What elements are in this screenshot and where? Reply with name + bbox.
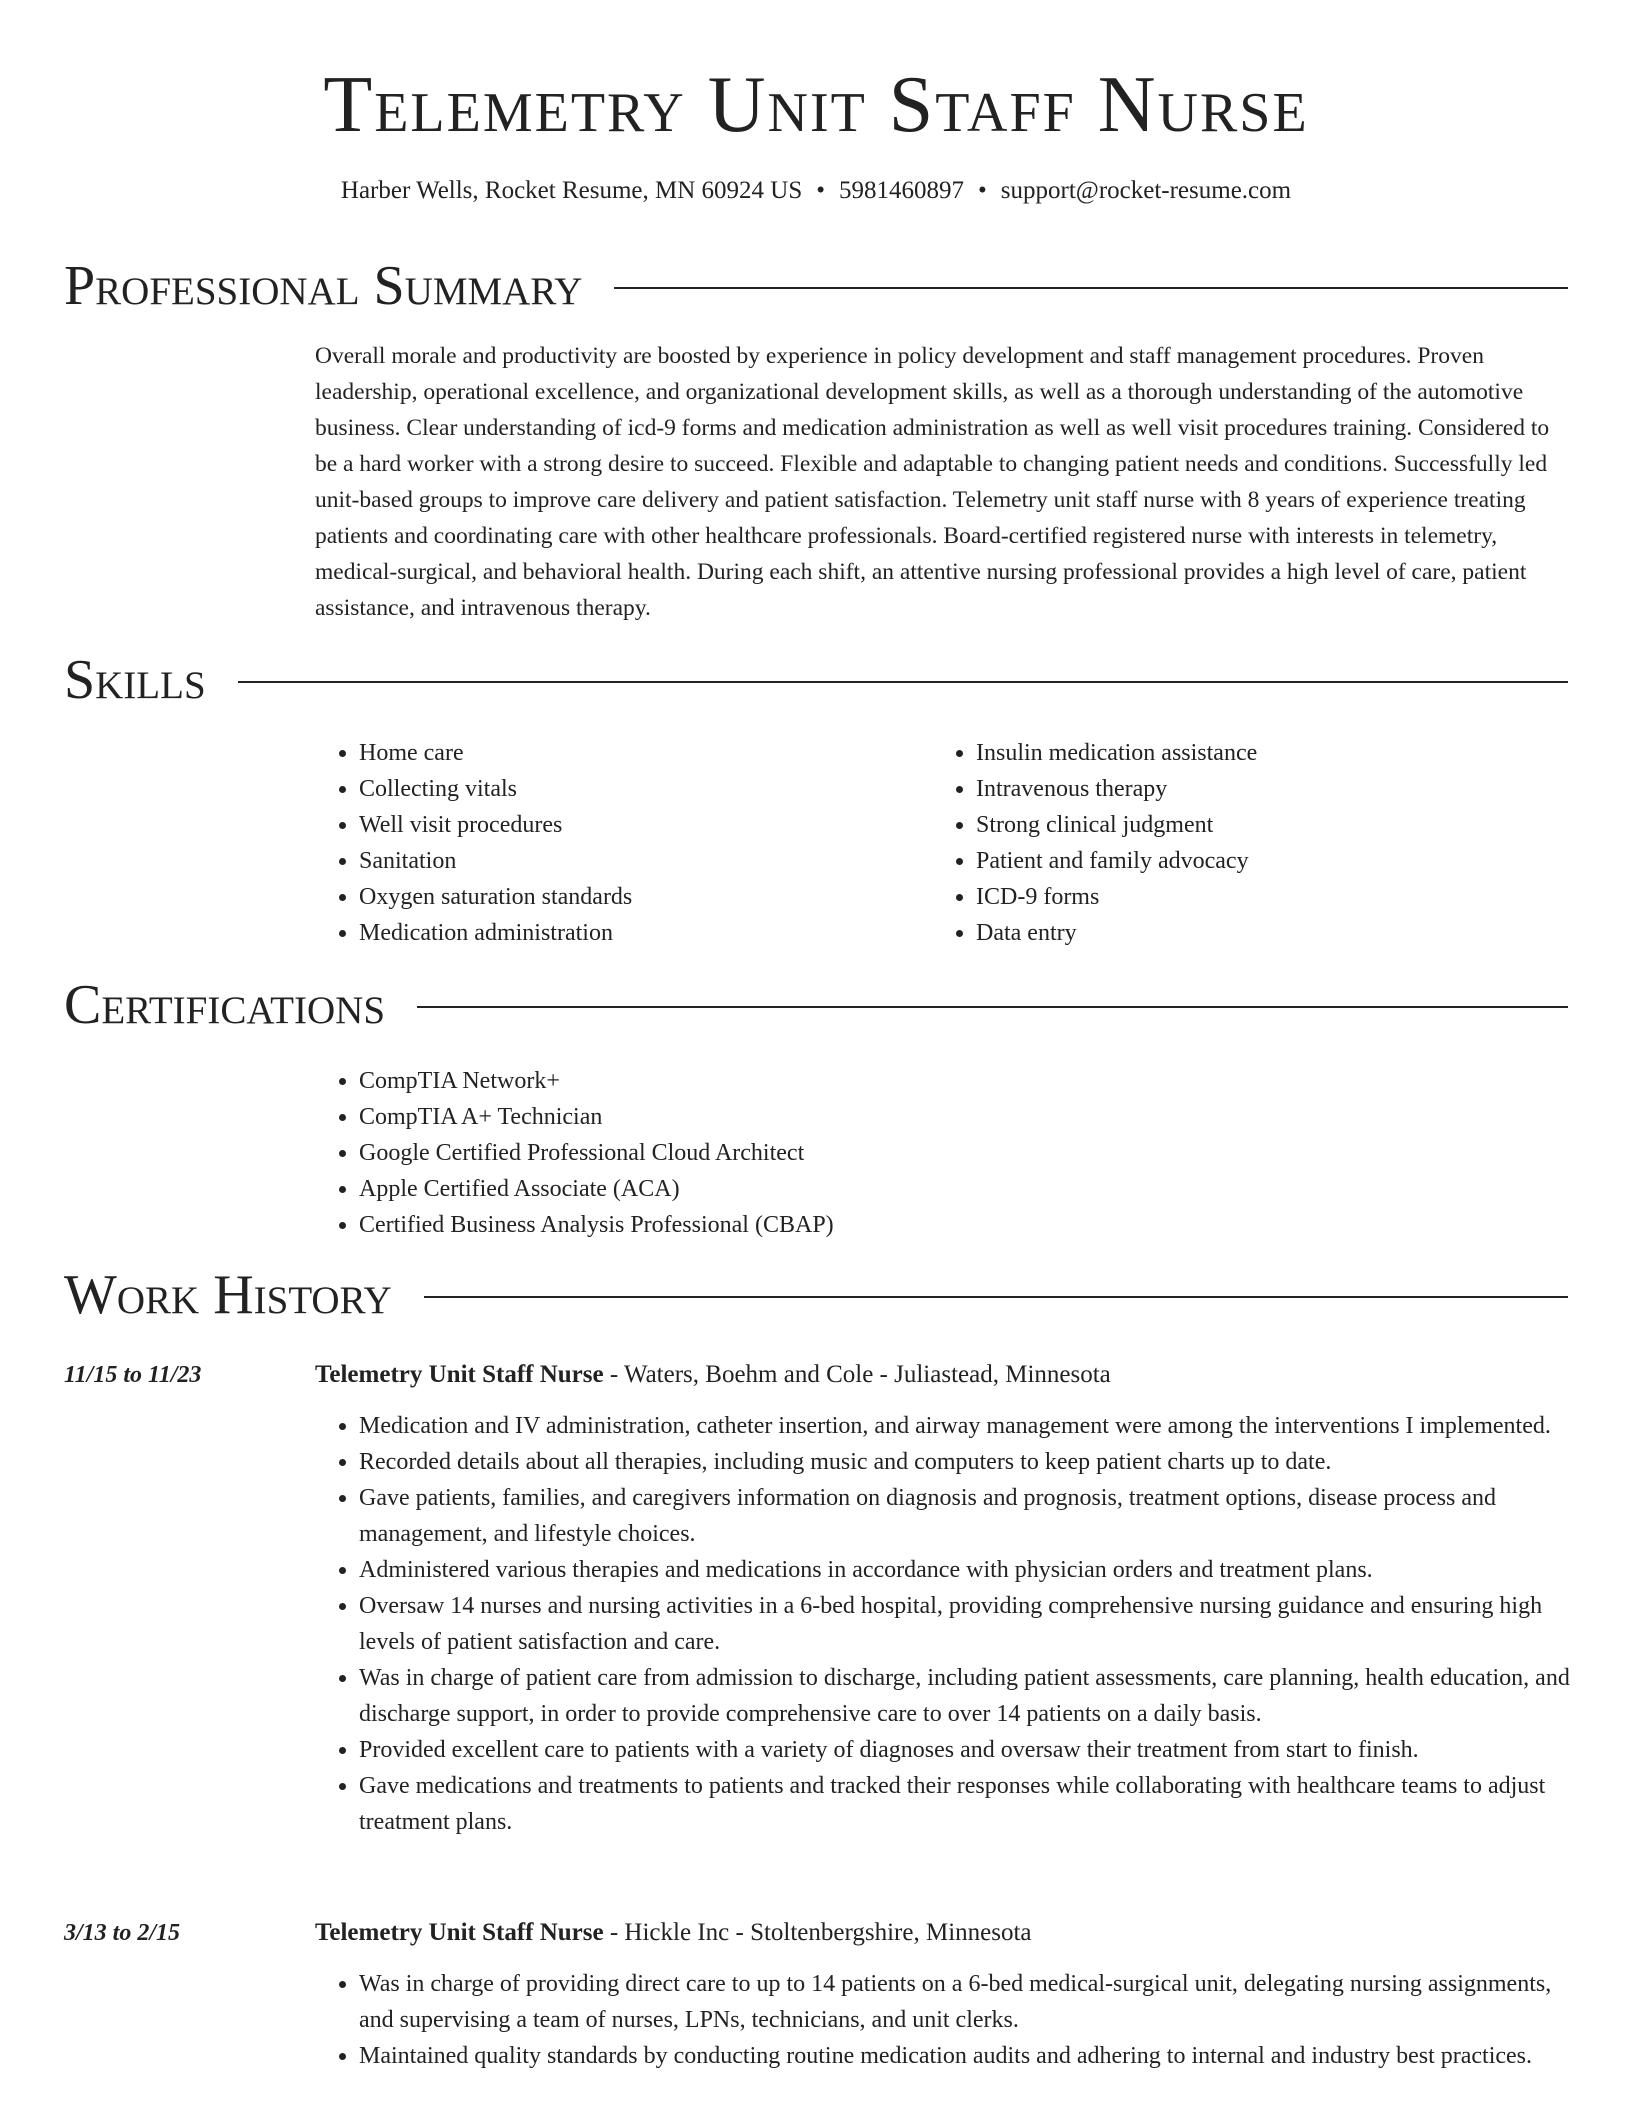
job-bullet: • Was in charge of providing direct care to up to 14 patients on a 6-bed medical-surgical unit, delegating nursing assignments, and supervising a team of nurses, LPNs, technicians, and unit clerks. [359,1966,1570,2038]
section-divider [424,1296,1568,1298]
summary-section-header [64,254,1568,318]
job-bullet: • Oversaw 14 nurses and nursing activities in a 6-bed hospital, providing comprehensive nursing guidance and ensuring high levels of patient satisfaction and care. [359,1588,1570,1660]
job-bullet: • Maintained quality standards by conducting routine medication audits and adhering to internal and industry best practices. [359,2038,1570,2074]
certifications-list [315,1063,1315,1243]
job-bullet: • Medication and IV administration, catheter insertion, and airway management were among the interventions I implemented. [359,1408,1570,1444]
job-bullet: • Was in charge of patient care from admission to discharge, including patient assessments, care planning, health education, and discharge support, in order to provide comprehensive care to over 14 patients on a daily basis. [359,1660,1570,1732]
contact-separator: • [978,177,987,204]
job-title-line [315,1357,1570,1393]
section-divider [614,287,1568,289]
job-bullet-list [315,1408,1570,1840]
candidate-name: Telemetry Unit Staff Nurse [323,61,1309,149]
contact-email[interactable]: support@rocket-resume.com [1000,177,1292,204]
job-employer: - Waters, Boehm and Cole - Juliastead, Minnesota [603,1361,1111,1388]
job-employer: - Hickle Inc - Stoltenbergshire, Minnesota [603,1919,1032,1946]
certification-item: • CompTIA Network+ [359,1063,1315,1099]
certification-item: • Apple Certified Associate (ACA) [359,1171,1315,1207]
skill-item: • Sanitation [359,843,875,879]
contact-line [0,174,1632,208]
job-dates: 3/13 to 2/15 [64,1920,181,1946]
skill-item: • Well visit procedures [359,807,875,843]
skill-item: • Insulin medication assistance [976,735,1532,771]
certifications-section-header [64,973,1568,1037]
certification-item: • Certified Business Analysis Professional (CBAP) [359,1207,1315,1243]
job-bullet: • Recorded details about all therapies, including music and computers to keep patient charts up to date. [359,1444,1570,1480]
job-title: Telemetry Unit Staff Nurse [315,1361,604,1388]
skills-column-right [932,735,1532,951]
job-bullet-list [315,1966,1570,2074]
contact-address: Harber Wells, Rocket Resume, MN 60924 US [340,177,803,204]
skill-item: • Home care [359,735,875,771]
job-title: Telemetry Unit Staff Nurse [315,1919,604,1946]
skill-item: • Medication administration [359,915,875,951]
contact-separator: • [816,177,826,204]
summary-text: Overall morale and productivity are boosted by experience in policy development and staff management procedures. Proven leadership, operational excellence, and organizational development skills, as well as a thorough understanding of the automotive business. Clear understanding of icd-9 forms and medication administration as well as well visit procedures training. Considered to be a hard worker with a strong desire to succeed. Flexible and adaptable to changing patient needs and conditions. Successfully led unit-based groups to improve care delivery and patient satisfaction. Telemetry unit staff nurse with 8 years of experience treating patients and coordinating care with other healthcare professionals. Board-certified registered nurse with interests in telemetry, medical-surgical, and behavioral health. During each shift, an attentive nursing professional provides a high level of care, patient assistance, and intravenous therapy. [315,343,1550,621]
section-divider [238,681,1568,683]
skill-item: • Oxygen saturation standards [359,879,875,915]
skills-column-left [315,735,875,951]
skill-item: • Intravenous therapy [976,771,1532,807]
job-bullet: • Gave medications and treatments to patients and tracked their responses while collaborating with healthcare teams to adjust treatment plans. [359,1768,1570,1840]
certification-item: • Google Certified Professional Cloud Architect [359,1135,1315,1171]
work-history-section-header [64,1263,1568,1327]
skill-item: • Patient and family advocacy [976,843,1532,879]
contact-phone: 5981460897 [839,177,965,204]
skill-item: • Collecting vitals [359,771,875,807]
section-divider [417,1006,1568,1008]
job-dates: 11/15 to 11/23 [64,1362,202,1388]
job-title-line [315,1915,1570,1951]
work-history-heading: Work History [64,1264,392,1326]
certification-item: • CompTIA A+ Technician [359,1099,1315,1135]
summary-heading: Professional Summary [64,255,583,317]
certifications-heading: Certifications [64,974,386,1036]
skill-item: • Strong clinical judgment [976,807,1532,843]
skills-heading: Skills [64,649,206,711]
skill-item: • Data entry [976,915,1532,951]
job-bullet: • Gave patients, families, and caregivers information on diagnosis and prognosis, treatment options, disease process and management, and lifestyle choices. [359,1480,1570,1552]
skill-item: • ICD-9 forms [976,879,1532,915]
skills-section-header [64,648,1568,712]
job-bullet: • Provided excellent care to patients with a variety of diagnoses and oversaw their treatment from start to finish. [359,1732,1570,1768]
job-bullet: • Administered various therapies and medications in accordance with physician orders and treatment plans. [359,1552,1570,1588]
